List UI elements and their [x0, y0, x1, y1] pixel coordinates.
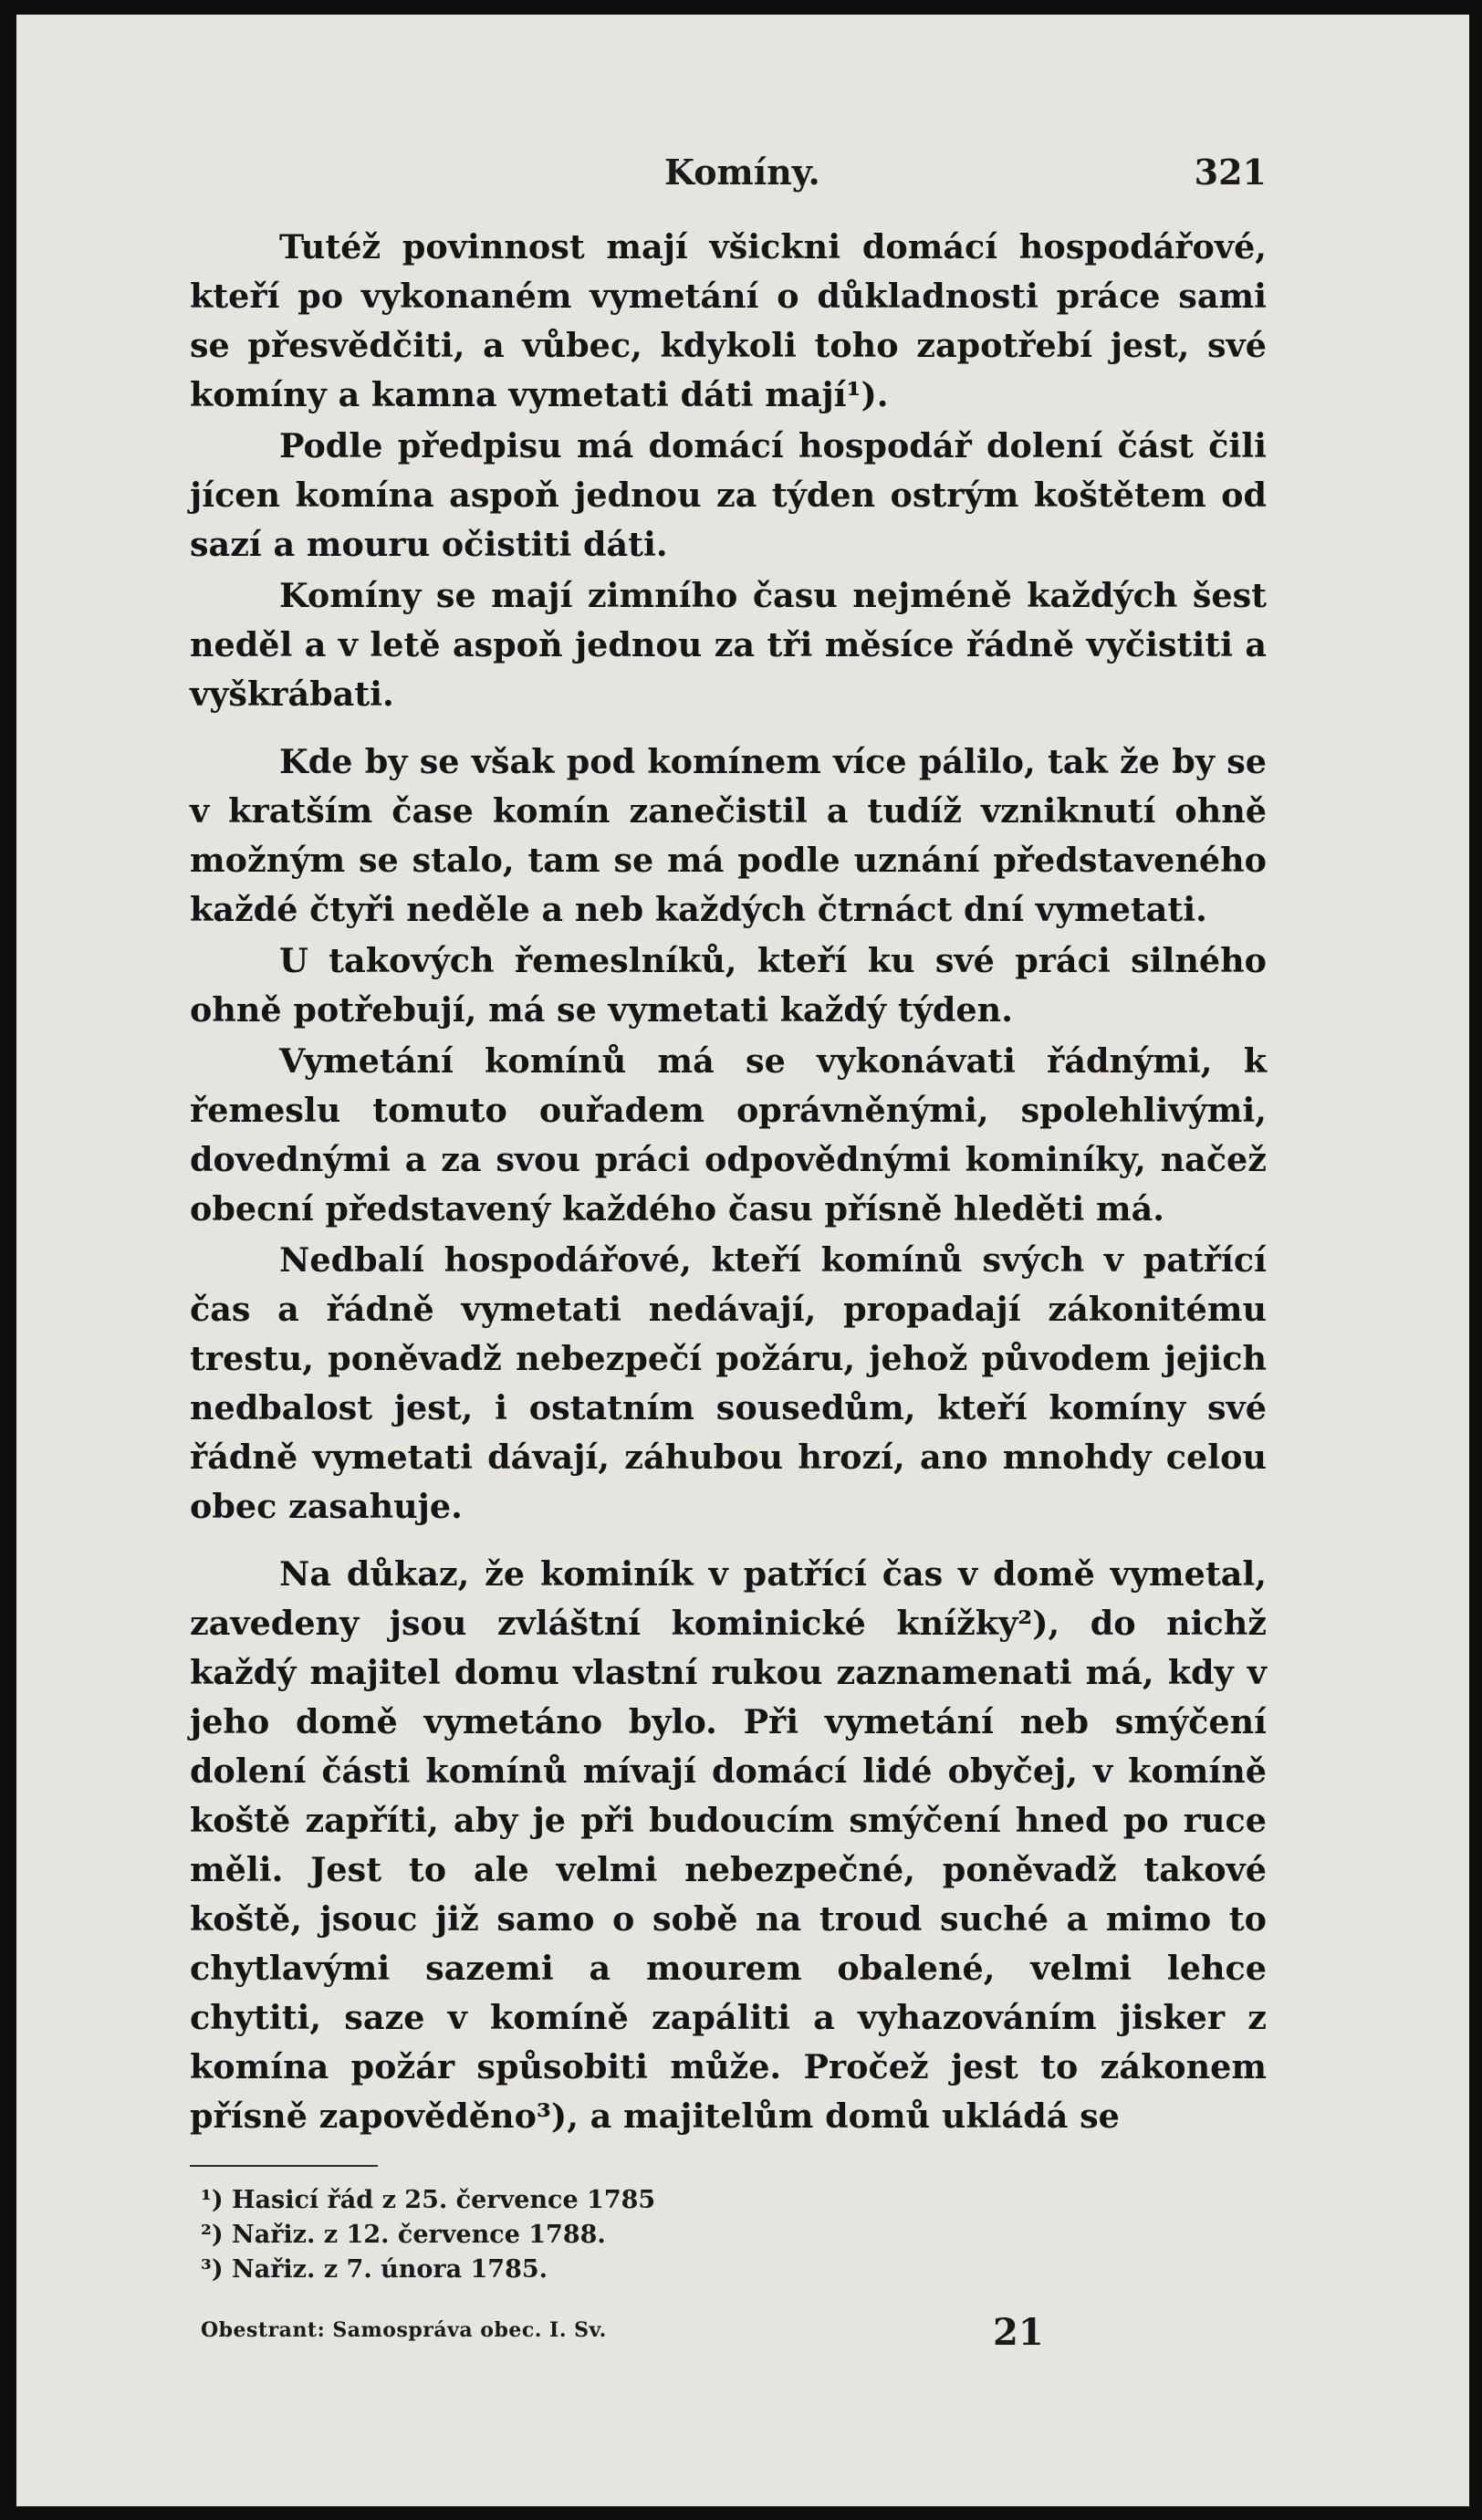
paragraph: Komíny se mají zimního času nejméně každých šest neděl a v letě aspoň jednou za tři měsíce řádně vyčistiti a vyškrábati.: [190, 576, 1267, 714]
footnote: [190, 2183, 1267, 2218]
paragraph: U takových řemeslníků, kteří ku své práci silného ohně potřebují, má se vymetati každý týden.: [190, 941, 1267, 1030]
footnote-mark: ¹): [201, 2186, 224, 2214]
footnote-text: Nařiz. z 12. července 1788.: [232, 2221, 606, 2249]
paragraph: Vymetání komínů má se vykonávati řádnými, k řemeslu tomuto ouřadem oprávněnými, spolehlivými, dovednými a za svou práci odpovědnými kominíky, načež obecní představený každého času přísně hleděti má.: [190, 1041, 1267, 1229]
paragraph: Tutéž povinnost mají všickni domácí hospodářové, kteří po vykonaném vymetání o důkladnosti práce sami se přesvědčiti, a vůbec, kdykoli toho zapotřebí jest, své komíny a kamna vymetati dáti mají¹).: [190, 227, 1267, 414]
footnote-text: Hasicí řád z 25. července 1785: [232, 2186, 656, 2214]
footnote-mark: ³): [201, 2255, 224, 2284]
signature-row: [190, 2311, 1267, 2357]
paragraph: Podle předpisu má domácí hospodář dolení část čili jícen komína aspoň jednou za týden ostrým koštětem od sazí a mouru očistiti dáti.: [190, 426, 1267, 564]
signature-mark: 21: [993, 2311, 1044, 2354]
page-content: [190, 142, 1267, 2357]
paragraph: Nedbalí hospodářové, kteří komínů svých v patřící čas a řádně vymetati nedávají, propadají zákonitému trestu, poněvadž nebezpečí požáru, jehož původem jejich nedbalost jest, i ostatním sousedům, kteří komíny své řádně vymetati dávají, záhubou hrozí, ano mnohdy celou obec zasahuje.: [190, 1240, 1267, 1526]
footnotes: [190, 2183, 1267, 2287]
page-number: 321: [1194, 152, 1267, 193]
footnote-text: Nařiz. z 7. února 1785.: [232, 2255, 548, 2284]
footnote-rule: [190, 2165, 378, 2167]
body-text: [190, 223, 1267, 2141]
paragraph: Kde by se však pod komínem více pálilo, tak že by se v kratším čase komín zanečistil a tudíž vzniknutí ohně možným se stalo, tam se má podle uznání představeného každé čtyři neděle a neb každých čtrnáct dní vymetati.: [190, 742, 1267, 929]
running-head: [190, 142, 1267, 197]
running-title: Komíny.: [664, 152, 820, 193]
paragraph: Na důkaz, že kominík v patřící čas v domě vymetal, zavedeny jsou zvláštní kominické knížky²), do nichž každý majitel domu vlastní rukou zaznamenati má, kdy v jeho domě vymetáno bylo. Při vymetání neb smýčení dolení části komínů mívají domácí lidé obyčej, v komíně koště zapříti, aby je při budoucím smýčení hned po ruce měli. Jest to ale velmi nebezpečné, poněvadž takové koště, jsouc již samo o sobě na troud suché a mimo to chytlavými sazemi a mourem obalené, velmi lehce chytiti, saze v komíně zapáliti a vyhazováním jisker z komína požár spůsobiti může. Pročež jest to zákonem přísně zapověděno³), a majitelům domů ukládá se: [190, 1554, 1267, 2136]
book-page: [16, 15, 1469, 2506]
footnote-mark: ²): [201, 2221, 224, 2249]
footnote: [190, 2253, 1267, 2287]
footnote: [190, 2218, 1267, 2253]
signature-text: Obestrant: Samospráva obec. I. Sv.: [201, 2318, 607, 2342]
